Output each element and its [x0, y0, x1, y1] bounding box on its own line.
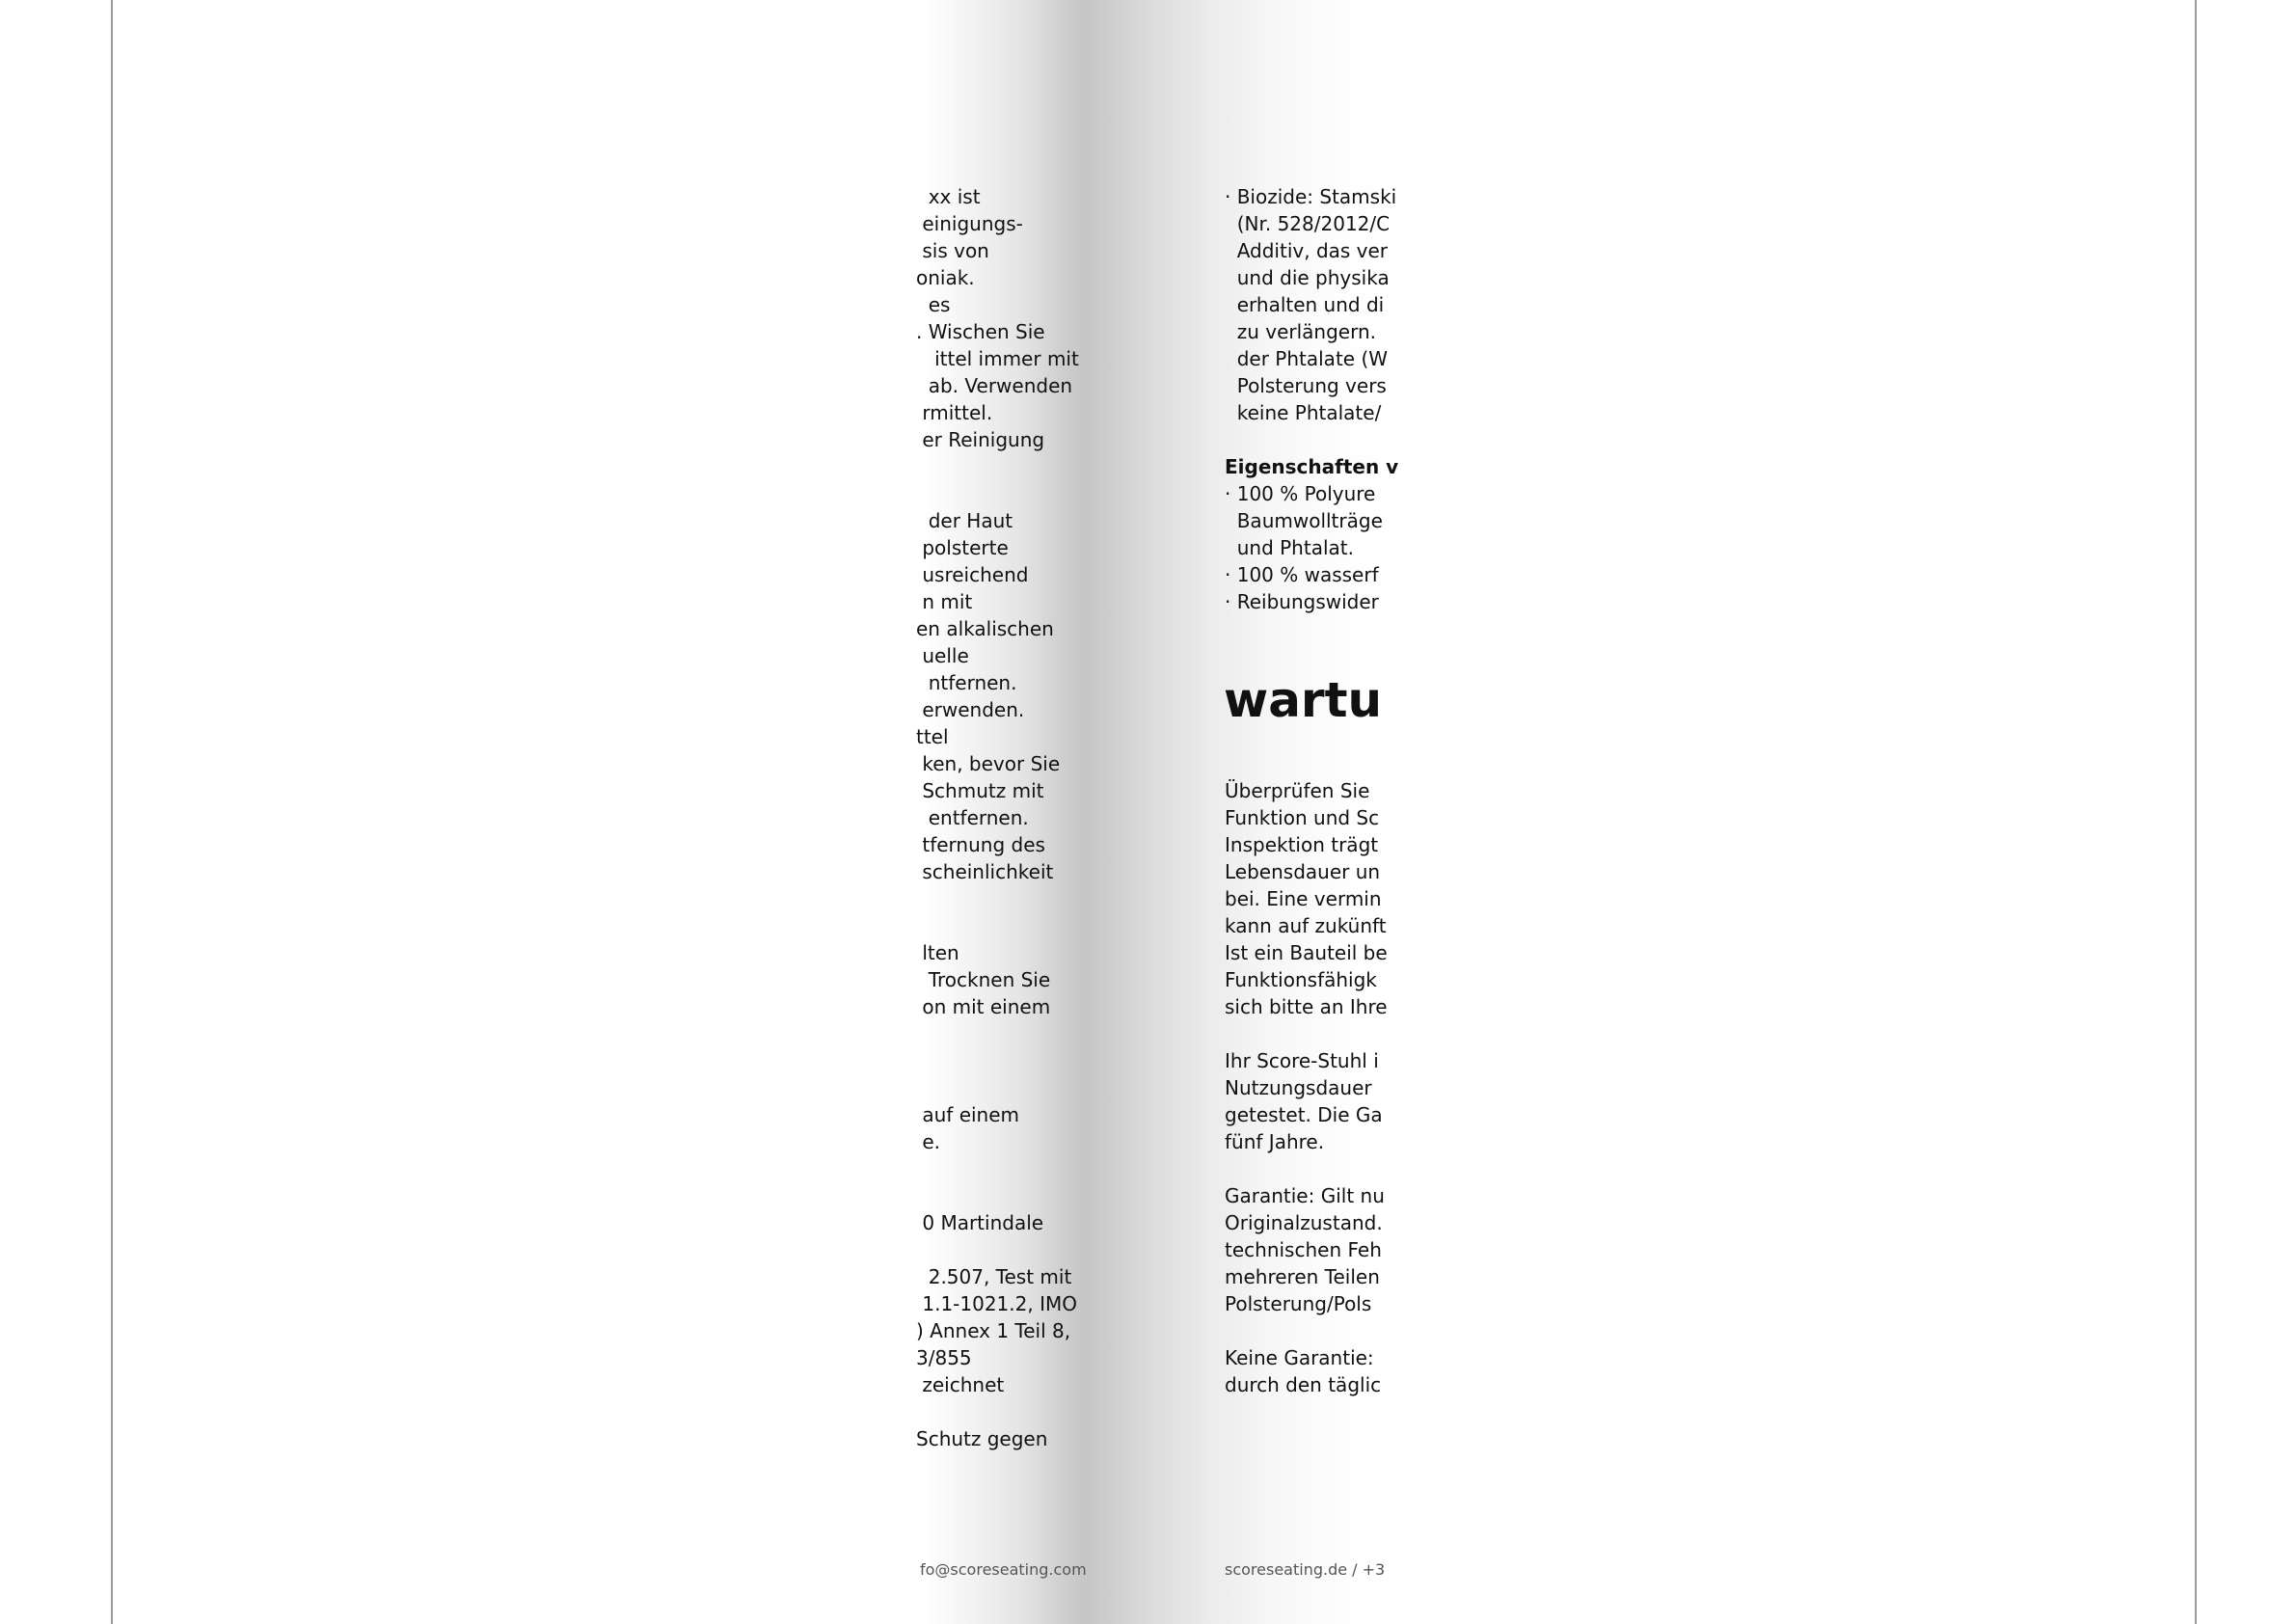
paragraph-line: getestet. Die Ga [1225, 1103, 1383, 1126]
left-text-line: ttel [916, 725, 949, 748]
paragraph-line: durch den täglic [1225, 1373, 1382, 1396]
spacer [1225, 1317, 1398, 1344]
paragraph-line: mehreren Teilen [1225, 1265, 1380, 1288]
paragraph-line: sich bitte an Ihre [1225, 995, 1388, 1018]
footer-email: fo@scoreseating.com [920, 1560, 1087, 1579]
left-text-line: Trocknen Sie [916, 968, 1051, 991]
left-text-line: Schmutz mit [916, 779, 1044, 802]
paragraph-line: Keine Garantie: [1225, 1346, 1374, 1369]
left-text-line: ) Annex 1 Teil 8, [916, 1319, 1071, 1342]
left-text-line: 1.1-1021.2, IMO [916, 1292, 1077, 1315]
left-text-line: auf einem [916, 1103, 1020, 1126]
left-text-line [916, 1155, 1079, 1182]
biocide-text-line: Additiv, das ver [1225, 239, 1389, 262]
left-text-line: ittel immer mit [916, 347, 1079, 370]
right-text-column [1225, 183, 1398, 1398]
paragraph-line: technischen Feh [1225, 1238, 1382, 1261]
paragraph-line: Inspektion trägt [1225, 833, 1379, 856]
spacer [1225, 1020, 1398, 1047]
paragraph-line: bei. Eine vermin [1225, 887, 1382, 910]
left-text-line [916, 1398, 1079, 1425]
left-text-line: der Haut [916, 509, 1013, 532]
left-text-line: er Reinigung [916, 428, 1045, 451]
property-line: · 100 % wasserf [1225, 563, 1379, 586]
left-text-line: Schutz gegen [916, 1427, 1048, 1450]
left-text-line: oniak. [916, 266, 975, 289]
paragraph-line: Überprüfen Sie [1225, 779, 1370, 802]
biocide-text-line: · Biozide: Stamski [1225, 185, 1397, 208]
left-text-line [916, 1020, 1079, 1047]
properties-title: Eigenschaften v [1225, 455, 1399, 478]
left-text-line: e. [916, 1130, 941, 1153]
biocide-text-line: zu verlängern. [1225, 320, 1377, 343]
left-text-line [916, 912, 1079, 939]
left-text-line [916, 480, 1079, 507]
property-line: und Phtalat. [1225, 536, 1354, 559]
left-text-line: n mit [916, 590, 973, 613]
property-line: · 100 % Polyure [1225, 482, 1376, 505]
left-text-line [916, 1047, 1079, 1074]
left-text-line: rmittel. [916, 401, 993, 424]
paragraph-line: Funktionsfähigk [1225, 968, 1377, 991]
left-text-line [916, 885, 1079, 912]
biocide-text-line: Polsterung vers [1225, 374, 1387, 397]
paragraph-line: Originalzustand. [1225, 1211, 1383, 1234]
left-text-line: uelle [916, 644, 969, 667]
paragraph-line: Garantie: Gilt nu [1225, 1184, 1385, 1207]
biocide-text-line: der Phtalate (W [1225, 347, 1389, 370]
left-text-column [916, 183, 1079, 1452]
sheet-border-left [111, 0, 113, 1624]
spacer [1225, 615, 1398, 642]
left-text-line: erwenden. [916, 698, 1025, 721]
sheet-border-right [2195, 0, 2197, 1624]
section-heading: wartu [1224, 672, 1383, 728]
paragraph-line: Lebensdauer un [1225, 860, 1381, 883]
spacer [1225, 426, 1398, 453]
left-text-line: 3/855 [916, 1346, 972, 1369]
left-text-line: ken, bevor Sie [916, 752, 1061, 775]
left-text-line: xx ist [916, 185, 981, 208]
left-text-line: en alkalischen [916, 617, 1054, 640]
left-text-line: tfernung des [916, 833, 1045, 856]
left-text-line: usreichend [916, 563, 1029, 586]
paragraph-line: Polsterung/Pols [1225, 1292, 1372, 1315]
biocide-text-line: erhalten und di [1225, 293, 1385, 316]
biocide-text-line: keine Phtalate/ [1225, 401, 1382, 424]
paragraph-line: Ihr Score-Stuhl i [1225, 1049, 1379, 1072]
left-text-line: 0 Martindale [916, 1211, 1044, 1234]
property-line: Baumwollträge [1225, 509, 1383, 532]
biocide-text-line: und die physika [1225, 266, 1390, 289]
left-text-line: ab. Verwenden [916, 374, 1073, 397]
left-text-line: . Wischen Sie [916, 320, 1045, 343]
spacer [1225, 1155, 1398, 1182]
paragraph-line: Nutzungsdauer [1225, 1076, 1372, 1099]
left-text-line: einigungs- [916, 212, 1023, 235]
left-text-line: lten [916, 941, 959, 964]
biocide-text-line: (Nr. 528/2012/C [1225, 212, 1391, 235]
property-line: · Reibungswider [1225, 590, 1379, 613]
paragraph-line: Ist ein Bauteil be [1225, 941, 1388, 964]
paragraph-line: kann auf zukünft [1225, 914, 1387, 937]
left-text-line [916, 453, 1079, 480]
paragraph-line: Funktion und Sc [1225, 806, 1380, 829]
left-text-line: on mit einem [916, 995, 1051, 1018]
left-text-line: es [916, 293, 951, 316]
spacer [1225, 642, 1398, 669]
paragraph-line: fünf Jahre. [1225, 1130, 1325, 1153]
left-text-line: zeichnet [916, 1373, 1005, 1396]
left-text-line: 2.507, Test mit [916, 1265, 1072, 1288]
left-text-line: sis von [916, 239, 989, 262]
left-text-line: polsterte [916, 536, 1009, 559]
spacer [1225, 750, 1398, 777]
left-text-line [916, 1236, 1079, 1263]
left-text-line [916, 1182, 1079, 1209]
left-text-line: entfernen. [916, 806, 1029, 829]
left-text-line [916, 1074, 1079, 1101]
left-text-line: scheinlichkeit [916, 860, 1054, 883]
footer-website: scoreseating.de / +3 [1225, 1560, 1386, 1579]
left-text-line: ntfernen. [916, 671, 1017, 694]
